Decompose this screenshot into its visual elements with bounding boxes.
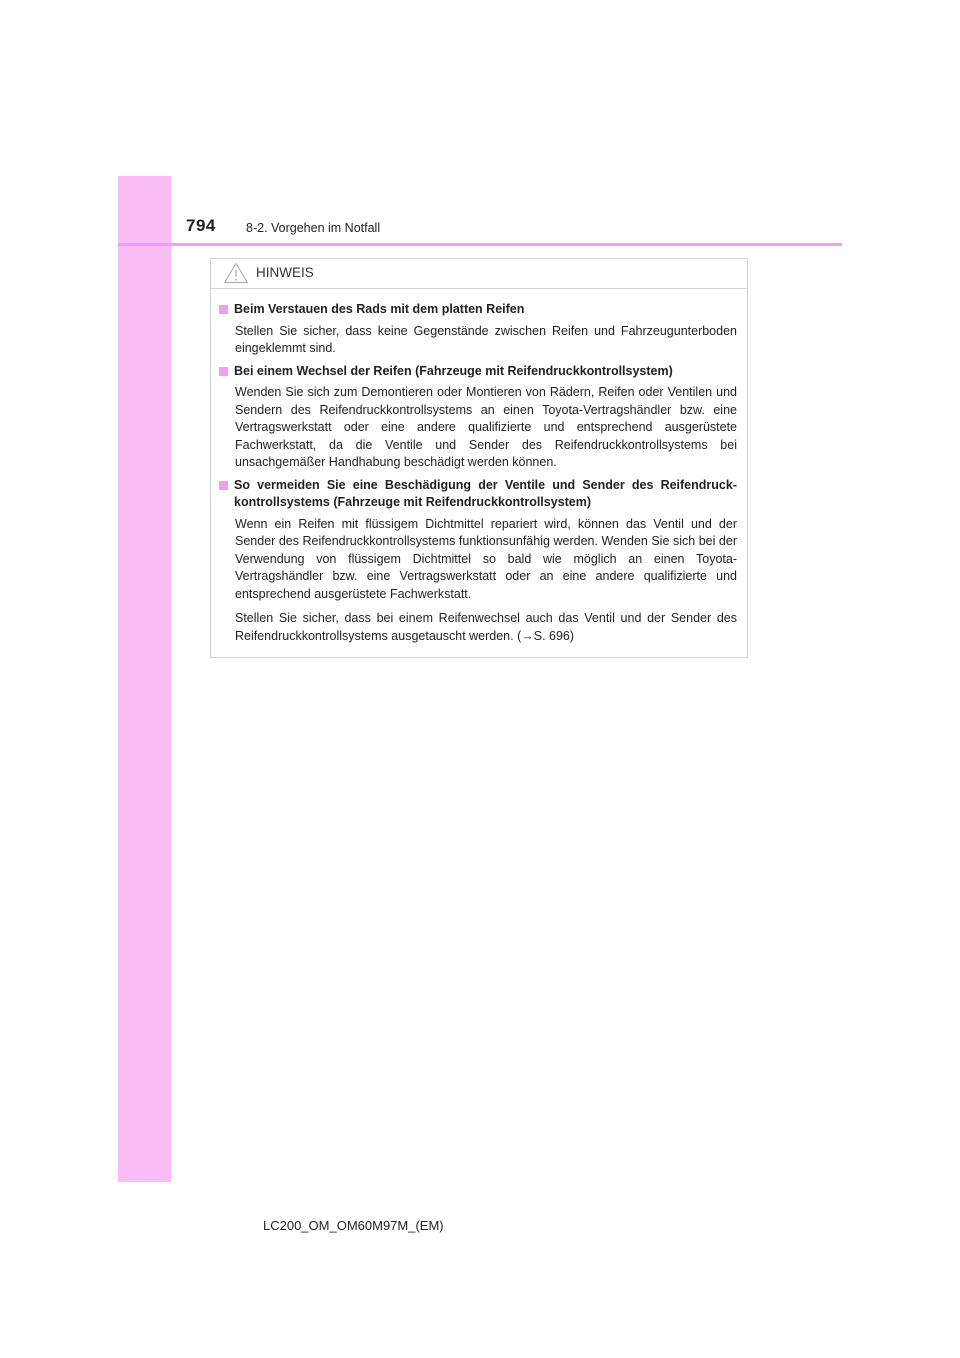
- notice-header: [211, 259, 747, 289]
- section-title: 8-2. Vorgehen im Notfall: [246, 221, 381, 235]
- square-bullet-icon: [219, 481, 228, 490]
- page-number: 794: [186, 216, 216, 235]
- item-heading: Bei einem Wechsel der Reifen (Fahrzeuge mit Reifendruckkontrollsystem): [219, 363, 737, 381]
- item-heading: Beim Verstauen des Rads mit dem platten Reifen: [219, 301, 737, 319]
- item-heading: So vermeiden Sie eine Beschädigung der Ventile und Sender des Reifendruckkontrollsystems (Fahrzeuge mit Reifendruckkontrollsystem): [219, 477, 737, 512]
- item-paragraph: Stellen Sie sicher, dass bei einem Reifenwechsel auch das Ventil und der Sender des Reifendruckkontrollsystems ausgetauscht werden. (→S. 696): [235, 611, 737, 643]
- notice-item: [219, 477, 737, 646]
- notice-box: [210, 258, 748, 658]
- item-paragraph: Stellen Sie sicher, dass keine Gegenstände zwischen Reifen und Fahrzeugunterboden eingeklemmt sind.: [235, 323, 737, 355]
- warning-triangle-icon: [223, 262, 249, 284]
- notice-body: [211, 289, 747, 645]
- header-rule: [118, 243, 842, 246]
- item-paragraph: Wenden Sie sich zum Demontieren oder Montieren von Rädern, Reifen oder Ventilen und Sendern des Reifendruckkontrollsystems an einen Toyota-Vertragshändler bzw. eine Vertragswerkstatt oder eine andere qualifizierte und entsprechend ausgerüstete Fachwerkstatt, da die Ventile und Sender des Reifendruckkontrollsystems bei unsachgemäßer Handhabung beschädigt werden können.: [235, 385, 737, 469]
- notice-item: [219, 363, 737, 472]
- side-tab: [118, 176, 171, 1182]
- square-bullet-icon: [219, 305, 228, 314]
- footer-doc-code: LC200_OM_OM60M97M_(EM): [263, 1218, 444, 1233]
- square-bullet-icon: [219, 367, 228, 376]
- notice-item: [219, 301, 737, 358]
- notice-title: HINWEIS: [256, 265, 314, 280]
- item-paragraph: Wenn ein Reifen mit flüssigem Dichtmittel repariert wird, können das Ventil und der Sender des Reifendruckkontrollsystems funktionsunfähig werden. Wenden Sie sich bei der Verwendung von flüssigem Dichtmittel so bald wie möglich an einen Toyota-Vertragshändler bzw. eine Vertragswerkstatt oder an eine andere qualifizierte und entsprechend ausgerüstete Fachwerkstatt.: [235, 516, 737, 601]
